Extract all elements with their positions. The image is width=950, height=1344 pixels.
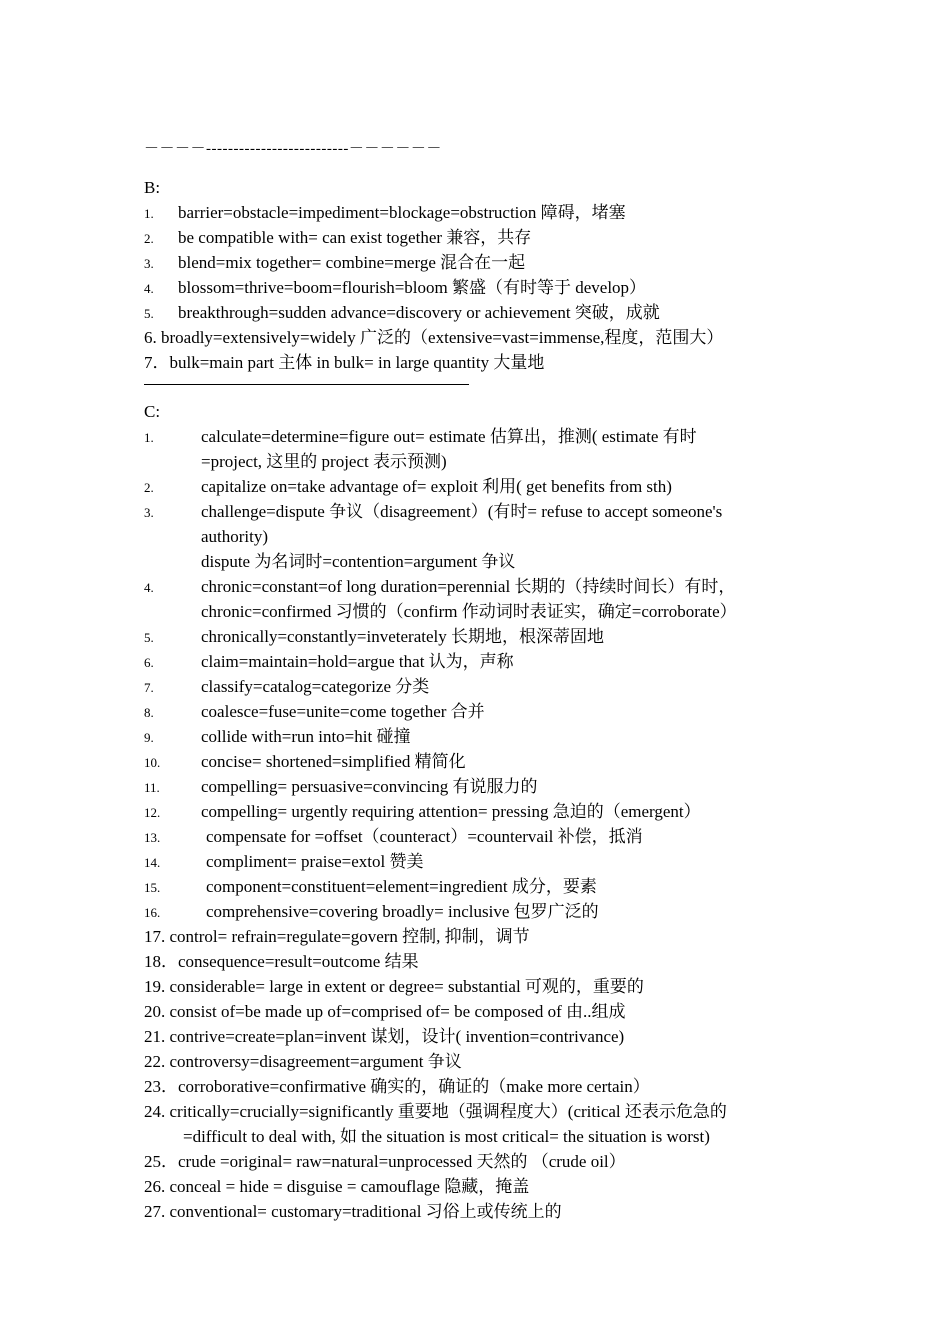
item-number: 1.: [144, 206, 154, 221]
item-number: 8.: [144, 705, 154, 720]
item-text: blossom=thrive=boom=flourish=bloom 繁盛（有时等于 develop）: [178, 278, 647, 297]
list-item: [144, 974, 644, 999]
list-item: [144, 1149, 626, 1174]
item-text: coalesce=fuse=unite=come together 合并: [201, 702, 485, 721]
item-text: be compatible with= can exist together 兼容，共存: [178, 228, 532, 247]
item-continuation: dispute 为名词时=contention=argument 争议: [201, 552, 516, 571]
item-number: 26.: [144, 1177, 166, 1196]
item-number: 6.: [144, 328, 157, 347]
item-text: compliment= praise=extol 赞美: [206, 852, 424, 871]
list-item: [144, 899, 599, 924]
list-item: [144, 1174, 529, 1199]
item-number: 22.: [144, 1052, 166, 1071]
item-text: comprehensive=covering broadly= inclusive 包罗广泛的: [206, 902, 599, 921]
section-divider: [144, 384, 469, 385]
item-number: 7．: [144, 353, 170, 372]
item-number: 4.: [144, 281, 154, 296]
item-text: considerable= large in extent or degree= substantial 可观的，重要的: [165, 977, 644, 996]
item-text: contrive=create=plan=invent 谋划，设计( invention=contrivance): [165, 1027, 625, 1046]
list-item: [144, 275, 646, 300]
list-item: [144, 649, 514, 674]
item-text: conceal = hide = disguise = camouflage 隐藏，掩盖: [165, 1177, 530, 1196]
item-text: challenge=dispute 争议（disagreement）(有时= refuse to accept someone's: [201, 502, 723, 521]
item-continuation: =project, 这里的 project 表示预测): [201, 452, 447, 471]
item-number: 12.: [144, 805, 161, 820]
list-item: [144, 774, 537, 799]
list-item: [144, 924, 530, 949]
list-item: [144, 874, 597, 899]
list-item: [144, 1074, 650, 1099]
list-item: [144, 949, 419, 974]
item-number: 21.: [144, 1027, 166, 1046]
item-number: 10.: [144, 755, 161, 770]
list-item: [144, 350, 544, 375]
item-text: corroborative=confirmative 确实的，确证的（make more certain）: [178, 1077, 650, 1096]
item-number: 4.: [144, 580, 154, 595]
item-text: consist of=be made up of=comprised of= be composed of 由..组成: [165, 1002, 626, 1021]
item-text: chronic=constant=of long duration=perennial 长期的（持续时间长）有时，: [201, 577, 736, 596]
item-continuation: authority): [201, 527, 269, 546]
item-number: 18．: [144, 952, 178, 971]
item-number: 7.: [144, 680, 154, 695]
item-text: controversy=disagreement=argument 争议: [165, 1052, 462, 1071]
item-text: control= refrain=regulate=govern 控制, 抑制，调节: [165, 927, 530, 946]
item-text: claim=maintain=hold=argue that 认为，声称: [201, 652, 514, 671]
item-number: 24.: [144, 1102, 166, 1121]
item-number: 17.: [144, 927, 166, 946]
item-text: capitalize on=take advantage of= exploit 利用( get benefits from sth): [201, 477, 672, 496]
item-number: 3.: [144, 256, 154, 271]
item-number: 27.: [144, 1202, 166, 1221]
item-text: conventional= customary=traditional 习俗上或传统上的: [165, 1202, 562, 1221]
item-text: calculate=determine=figure out= estimate 估算出，推测( estimate 有时: [201, 427, 697, 446]
item-number: 2.: [144, 231, 154, 246]
item-text: collide with=run into=hit 碰撞: [201, 727, 411, 746]
list-item: [144, 699, 485, 724]
item-number: 1.: [144, 430, 154, 445]
separator-dashes: －－－－--------------------------－－－－－－: [144, 141, 442, 157]
item-text: chronically=constantly=inveterately 长期地，根深蒂固地: [201, 627, 605, 646]
item-text: barrier=obstacle=impediment=blockage=obstruction 障碍，堵塞: [178, 203, 626, 222]
list-item: [144, 1099, 727, 1124]
section-c-heading: C:: [144, 402, 161, 421]
list-item: [144, 749, 466, 774]
list-item: [144, 674, 429, 699]
list-item: [144, 799, 701, 824]
item-number: 23．: [144, 1077, 178, 1096]
item-text: consequence=result=outcome 结果: [178, 952, 419, 971]
list-item: [144, 325, 723, 350]
list-item: [144, 1049, 462, 1074]
item-number: 6.: [144, 655, 154, 670]
list-item: [144, 849, 423, 874]
item-text: classify=catalog=categorize 分类: [201, 677, 430, 696]
item-number: 20.: [144, 1002, 166, 1021]
item-continuation: chronic=confirmed 习惯的（confirm 作动词时表证实，确定=corroborate）: [201, 602, 737, 621]
item-number: 9.: [144, 730, 154, 745]
item-number: 14.: [144, 855, 161, 870]
list-item: [144, 624, 604, 649]
item-text: broadly=extensively=widely 广泛的（extensive=vast=immense,程度，范围大）: [156, 328, 724, 347]
section-b-heading: B:: [144, 178, 161, 197]
list-item: [144, 499, 722, 524]
item-text: blend=mix together= combine=merge 混合在一起: [178, 253, 526, 272]
item-text: concise= shortened=simplified 精简化: [201, 752, 466, 771]
item-number: 13.: [144, 830, 161, 845]
item-continuation: =difficult to deal with, 如 the situation is most critical= the situation is worst): [183, 1127, 710, 1146]
item-text: critically=crucially=significantly 重要地（强调程度大）(critical 还表示危急的: [165, 1102, 727, 1121]
list-item: [144, 1024, 624, 1049]
item-text: bulk=main part 主体 in bulk= in large quantity 大量地: [169, 353, 545, 372]
list-item: [144, 574, 735, 599]
list-item: [144, 300, 660, 325]
item-number: 19.: [144, 977, 166, 996]
list-item: [144, 225, 531, 250]
item-number: 5.: [144, 306, 154, 321]
item-text: compelling= persuasive=convincing 有说服力的: [201, 777, 538, 796]
item-text: component=constituent=element=ingredient 成分，要素: [206, 877, 597, 896]
list-item: [144, 1199, 562, 1224]
item-text: compelling= urgently requiring attention= pressing 急迫的（emergent）: [201, 802, 701, 821]
list-item: [144, 474, 672, 499]
item-number: 5.: [144, 630, 154, 645]
list-item: [144, 424, 697, 449]
item-number: 25．: [144, 1152, 178, 1171]
list-item: [144, 250, 525, 275]
list-item: [144, 724, 410, 749]
list-item: [144, 824, 643, 849]
item-text: breakthrough=sudden advance=discovery or achievement 突破，成就: [178, 303, 660, 322]
item-number: 3.: [144, 505, 154, 520]
item-number: 11.: [144, 780, 160, 795]
list-item: [144, 200, 626, 225]
item-number: 2.: [144, 480, 154, 495]
item-text: compensate for =offset（counteract）=countervail 补偿，抵消: [206, 827, 643, 846]
list-item: [144, 999, 626, 1024]
item-number: 15.: [144, 880, 161, 895]
item-text: crude =original= raw=natural=unprocessed 天然的 （crude oil）: [178, 1152, 626, 1171]
item-number: 16.: [144, 905, 161, 920]
